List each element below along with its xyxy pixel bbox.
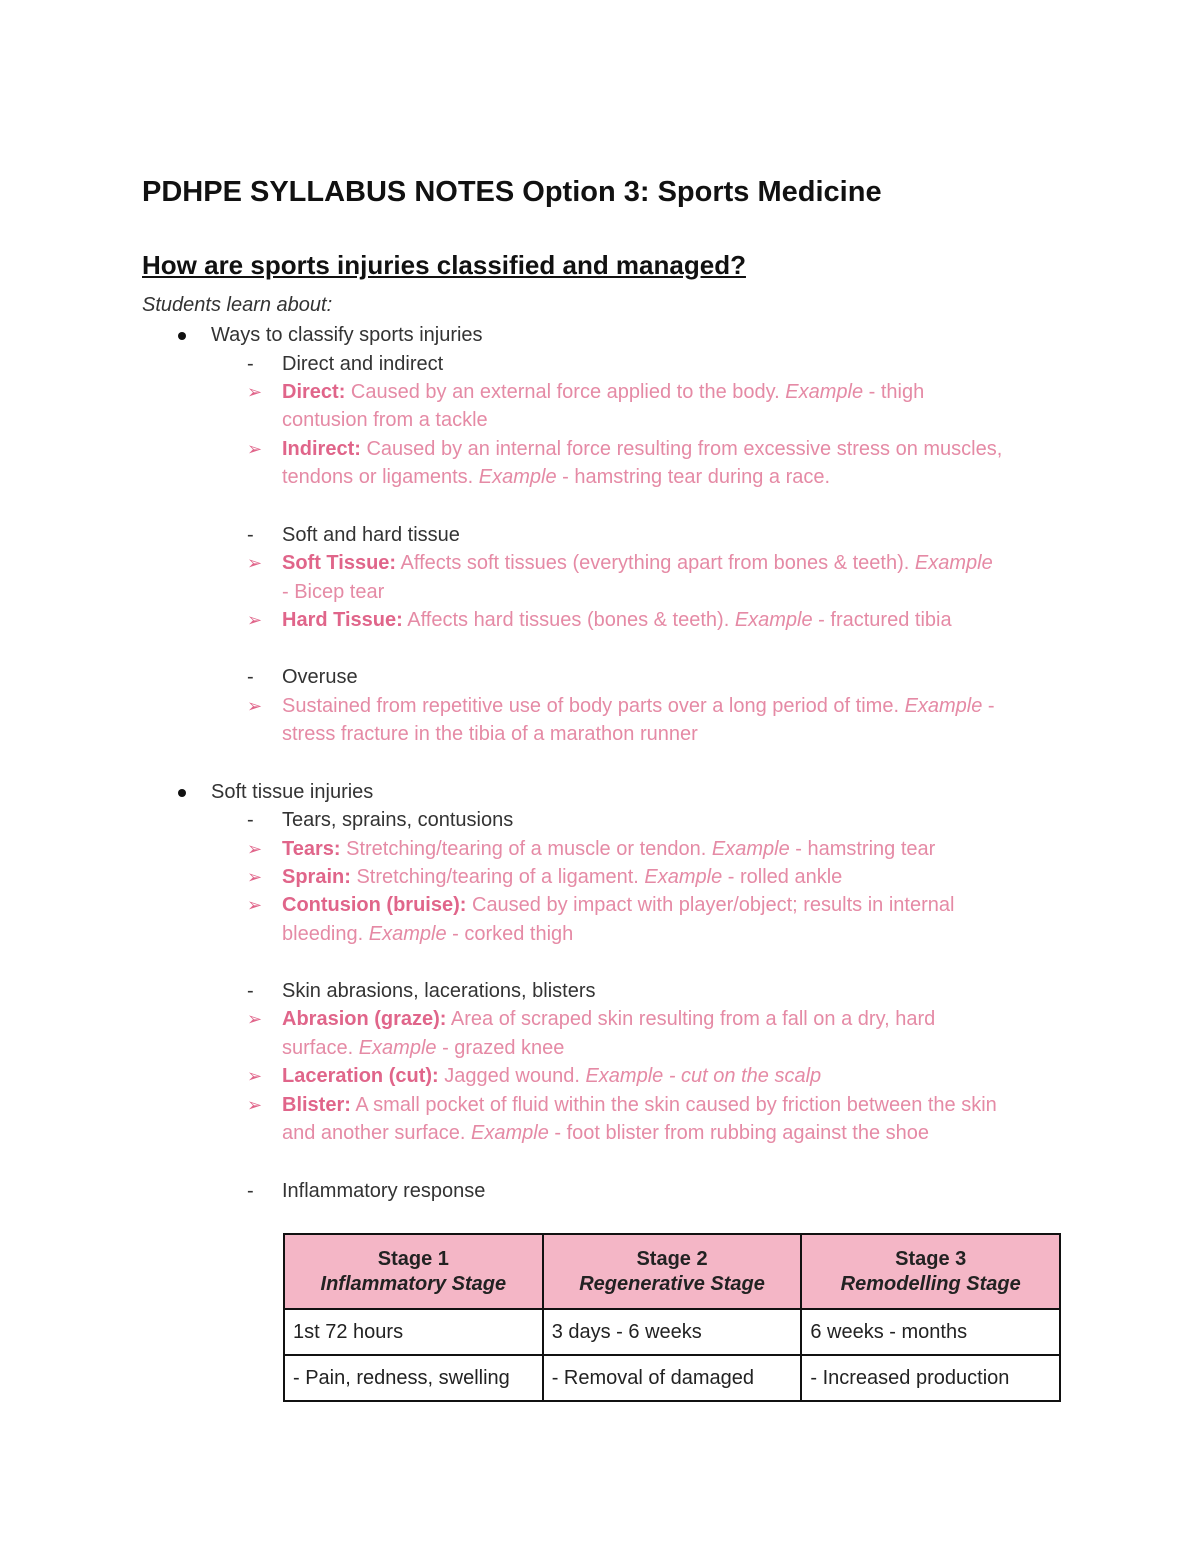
list-item-continuation: - Bicep tear bbox=[282, 581, 385, 603]
inflammatory-stages-table bbox=[283, 1233, 1061, 1402]
document-page: PDHPE SYLLABUS NOTES Option 3: Sports Medicine How are sports injuries classified and managed? Students learn about: Ways to classify sports injuries - Direct and indirect ➢ Direct: Caused by an external force applied to the body. Example - thigh contusion from a tackle ➢ Indirect: Caused by an internal force resulting from excessive stress on muscles, tendons or ligaments. Example - hamstring tear during a race. - Soft and hard tissue ➢ Soft Tissue: Affects soft tissues (everything apart from bones & teeth). Example - Bicep tear ➢ Hard Tissue: Affects hard tissues (bones & teeth). Example - fractured tibia - Overuse ➢ Sustained from repetitive use of body parts over a long period of time. Example - stress fracture in the tibia of a marathon runner Soft tissue injuries - Tears, sprains, contusions ➢ Tears: Stretching/tearing of a muscle or tendon. Example - hamstring tear ➢ Sprain: Stretching/tearing of a ligament. Example - rolled ankle ➢ Contusion (bruise): Caused by impact with player/object; results in internal bleeding. Example - corked thigh - Skin abrasions, lacerations, blisters ➢ Abrasion (graze): Area of scraped skin resulting from a fall on a dry, hard surface. Example - grazed knee ➢ Laceration (cut): Jagged wound. Example - cut on the scalp ➢ Blister: A small pocket of fluid within the skin caused by friction between the skin and another surface. Example - foot blister from rubbing against the shoe - Inflammatory response Stage 1 Inflammatory Stage Stage 2 Regenerative Stage Stage 3 Remodelling Stage 1st 72 hours 3 days - 6 weeks 6 weeks - months - Pain, redness, swelling - Removal of damaged - Increased production bbox=[0, 0, 1200, 1553]
table-row bbox=[284, 1355, 1060, 1401]
table-header-cell: Stage 1 Inflammatory Stage bbox=[284, 1234, 543, 1309]
table-cell: 6 weeks - months bbox=[801, 1309, 1060, 1355]
bullet-icon bbox=[178, 332, 186, 340]
arrow-icon: ➢ bbox=[247, 610, 263, 630]
list-item-continuation: contusion from a tackle bbox=[282, 409, 488, 431]
arrow-icon: ➢ bbox=[247, 382, 263, 402]
table-cell: 3 days - 6 weeks bbox=[543, 1309, 802, 1355]
bullet-text: Soft tissue injuries bbox=[211, 781, 374, 803]
bullet-text: Ways to classify sports injuries bbox=[211, 324, 483, 346]
list-item-continuation: stress fracture in the tibia of a marathon runner bbox=[282, 723, 698, 745]
arrow-icon: ➢ bbox=[247, 553, 263, 573]
bullet-icon bbox=[178, 789, 186, 797]
arrow-icon: ➢ bbox=[247, 867, 263, 887]
arrow-icon: ➢ bbox=[247, 439, 263, 459]
table-header-row bbox=[284, 1234, 1060, 1309]
list-item-continuation: surface. Example - grazed knee bbox=[282, 1037, 565, 1059]
arrow-icon: ➢ bbox=[247, 1009, 263, 1029]
arrow-icon: ➢ bbox=[247, 895, 263, 915]
table-header-cell: Stage 2 Regenerative Stage bbox=[543, 1234, 802, 1309]
arrow-icon: ➢ bbox=[247, 1066, 263, 1086]
table-cell: - Increased production bbox=[801, 1355, 1060, 1401]
document-title: PDHPE SYLLABUS NOTES Option 3: Sports Medicine bbox=[142, 176, 882, 208]
intro-text: Students learn about: bbox=[142, 294, 333, 316]
table-cell: - Removal of damaged bbox=[543, 1355, 802, 1401]
table-header-cell: Stage 3 Remodelling Stage bbox=[801, 1234, 1060, 1309]
table-cell: 1st 72 hours bbox=[284, 1309, 543, 1355]
arrow-icon: ➢ bbox=[247, 839, 263, 859]
list-item-continuation: and another surface. Example - foot blister from rubbing against the shoe bbox=[282, 1122, 930, 1144]
section-heading: How are sports injuries classified and managed? bbox=[142, 250, 746, 280]
arrow-icon: ➢ bbox=[247, 696, 263, 716]
table-row bbox=[284, 1309, 1060, 1355]
list-item-continuation: bleeding. Example - corked thigh bbox=[282, 923, 574, 945]
list-item-continuation: tendons or ligaments. Example - hamstring tear during a race. bbox=[282, 466, 831, 488]
table-cell: - Pain, redness, swelling bbox=[284, 1355, 543, 1401]
arrow-icon: ➢ bbox=[247, 1095, 263, 1115]
